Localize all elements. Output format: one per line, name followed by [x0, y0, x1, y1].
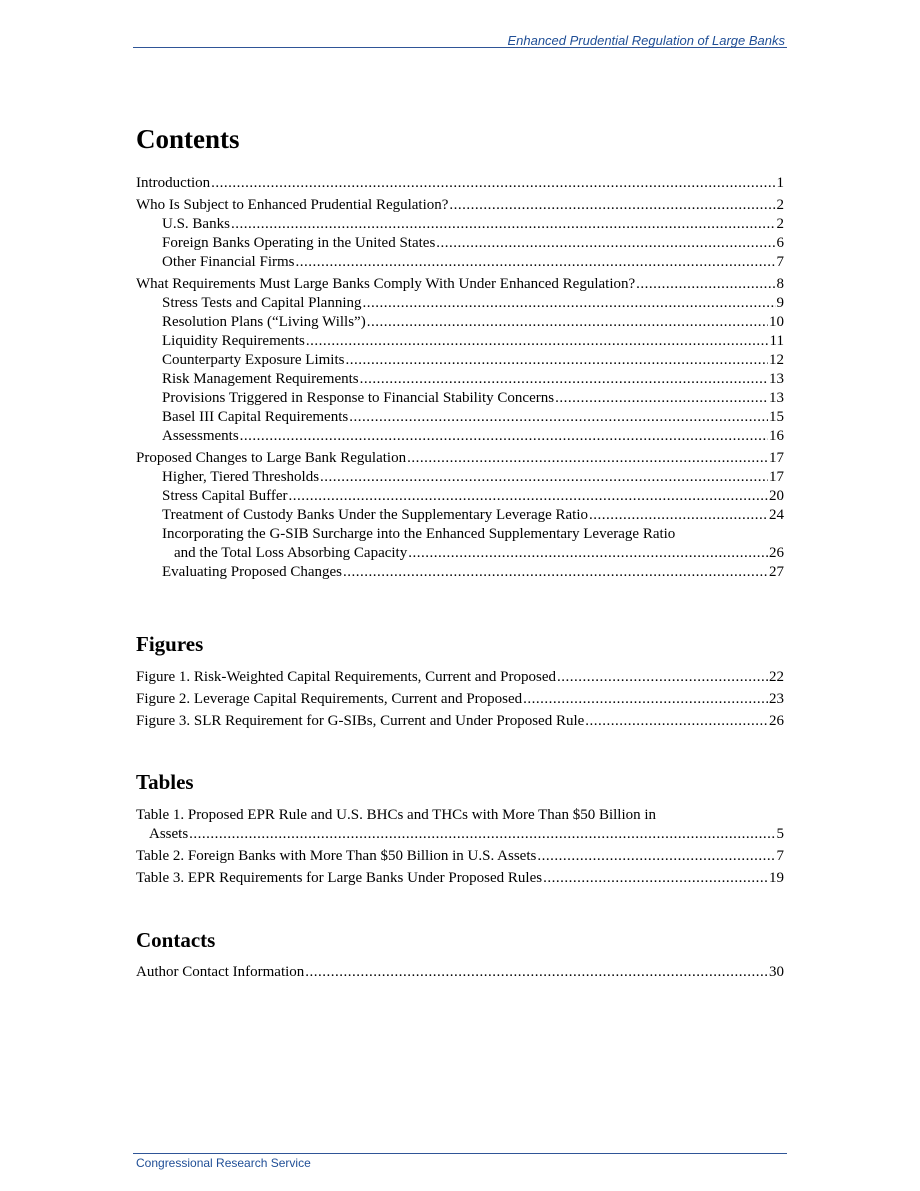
- toc-entry[interactable]: Proposed Changes to Large Bank Regulation ..... 17: [136, 449, 784, 468]
- table-entry[interactable]: Table 1. Proposed EPR Rule and U.S. BHCs and THCs with More Than $50 Billion in Assets ..... 5: [136, 806, 784, 844]
- toc-entry[interactable]: What Requirements Must Large Banks Comply With Under Enhanced Regulation? ..... 8: [136, 275, 784, 294]
- toc-entry[interactable]: Other Financial Firms ..... 7: [136, 253, 784, 272]
- toc-entry[interactable]: Incorporating the G-SIB Surcharge into the Enhanced Supplementary Leverage Ratio and the Total Loss Absorbing Capacity ..... 26: [136, 525, 784, 563]
- toc-entry[interactable]: Risk Management Requirements ..... 13: [136, 370, 784, 389]
- tables-heading: Tables: [136, 770, 194, 794]
- toc-entry[interactable]: Provisions Triggered in Response to Financial Stability Concerns ..... 13: [136, 389, 784, 408]
- toc-entry[interactable]: Evaluating Proposed Changes ..... 27: [136, 563, 784, 582]
- toc-entry[interactable]: Stress Tests and Capital Planning ..... 9: [136, 294, 784, 313]
- header-rule: [133, 47, 787, 48]
- tables-list: [136, 806, 784, 888]
- toc-entry[interactable]: Basel III Capital Requirements ..... 15: [136, 408, 784, 427]
- contact-entry[interactable]: Author Contact Information ..... 30: [136, 963, 784, 982]
- toc-entry[interactable]: Who Is Subject to Enhanced Prudential Regulation? ..... 2: [136, 196, 784, 215]
- toc-entry[interactable]: Stress Capital Buffer ..... 20: [136, 487, 784, 506]
- contacts-list: [136, 963, 784, 982]
- footer-rule: [133, 1153, 787, 1154]
- toc-entry[interactable]: Counterparty Exposure Limits ..... 12: [136, 351, 784, 370]
- table-entry[interactable]: Table 2. Foreign Banks with More Than $50 Billion in U.S. Assets ..... 7: [136, 847, 784, 866]
- contacts-heading: Contacts: [136, 928, 216, 952]
- toc-entry[interactable]: Liquidity Requirements ..... 11: [136, 332, 784, 351]
- toc-entry[interactable]: U.S. Banks ..... 2: [136, 215, 784, 234]
- toc-entry[interactable]: Assessments ..... 16: [136, 427, 784, 446]
- contents-heading: Contents: [136, 124, 240, 154]
- figure-entry[interactable]: Figure 3. SLR Requirement for G-SIBs, Current and Under Proposed Rule ..... 26: [136, 712, 784, 731]
- table-entry[interactable]: Table 3. EPR Requirements for Large Banks Under Proposed Rules ..... 19: [136, 869, 784, 888]
- toc-entry[interactable]: Foreign Banks Operating in the United States ..... 6: [136, 234, 784, 253]
- figure-entry[interactable]: Figure 1. Risk-Weighted Capital Requirements, Current and Proposed ..... 22: [136, 668, 784, 687]
- running-footer: Congressional Research Service: [136, 1156, 311, 1170]
- figure-entry[interactable]: Figure 2. Leverage Capital Requirements, Current and Proposed ..... 23: [136, 690, 784, 709]
- toc-entry[interactable]: Higher, Tiered Thresholds ..... 17: [136, 468, 784, 487]
- toc-entry[interactable]: Treatment of Custody Banks Under the Supplementary Leverage Ratio ..... 24: [136, 506, 784, 525]
- contents-list: [136, 174, 784, 582]
- figures-list: [136, 668, 784, 731]
- figures-heading: Figures: [136, 632, 204, 656]
- toc-entry[interactable]: Resolution Plans (“Living Wills”) ..... 10: [136, 313, 784, 332]
- toc-entry[interactable]: Introduction ..... 1: [136, 174, 784, 193]
- running-header: Enhanced Prudential Regulation of Large Banks: [507, 33, 785, 48]
